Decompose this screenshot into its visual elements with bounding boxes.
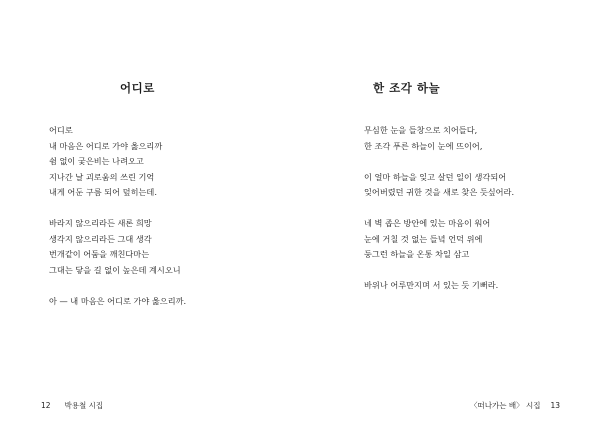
poem-line: 무심한 눈을 들창으로 치어들다, [364, 125, 478, 135]
poem-line: 지나간 날 괴로움의 쓰린 기억 [49, 171, 155, 182]
poem-line: 쉼 없이 궂은비는 나려오고 [49, 156, 144, 166]
poem-line: 바위나 어루만지며 서 있는 듯 기뻐라. [364, 280, 499, 290]
page-number: 13 [550, 401, 560, 410]
stanza [364, 170, 514, 201]
page-number: 12 [41, 401, 51, 410]
stanza [364, 278, 514, 294]
page-footer [470, 400, 560, 411]
right-page [300, 0, 600, 444]
poem-line: 생각지 않으리라든 그대 생각 [49, 233, 152, 244]
poem-line: 그대는 닿을 길 없이 높은데 계시오니 [49, 264, 181, 275]
poem-line: 네 벽 좁은 방안에 있는 마음이 워어 [364, 218, 491, 228]
page-footer [41, 400, 103, 411]
stanza [364, 216, 514, 263]
poem-line: 눈에 거칠 것 없는 들녘 언덕 위에 [364, 233, 483, 244]
poem-body [49, 123, 186, 309]
poem-line: 내게 어둔 구름 되어 덮히는데. [49, 187, 157, 197]
poem-line: 이 얼마 하늘을 잊고 살던 일이 생각되어 [364, 171, 507, 182]
stanza [364, 123, 514, 154]
running-title: 박용철 시집 [64, 401, 104, 410]
stanza [49, 123, 186, 201]
poem-title: 어디로 [120, 81, 155, 95]
poem-line: 번개같이 어둠을 깨친다마는 [49, 249, 150, 259]
poem-line: 잊어버렸던 귀한 것을 새로 찾은 듯싶어라. [364, 187, 515, 197]
poem-line: 아 — 내 마음은 어디로 가야 옳으리까. [49, 295, 187, 306]
poem-line: 둥그런 하늘을 온통 차일 삼고 [364, 249, 470, 259]
poem-title: 한 조각 하늘 [373, 81, 441, 95]
poem-line: 내 마음은 어디로 가야 옳으리까 [49, 140, 163, 151]
poem-body [364, 123, 514, 294]
stanza [49, 216, 186, 278]
poem-line: 어디로 [49, 125, 73, 135]
running-title: 〈떠나가는 배〉 시집 [469, 401, 541, 410]
poem-line: 바라지 않으리라든 새론 희망 [49, 218, 152, 228]
stanza [49, 294, 186, 310]
poem-line: 한 조각 푸른 하늘이 눈에 뜨이어, [364, 140, 483, 151]
